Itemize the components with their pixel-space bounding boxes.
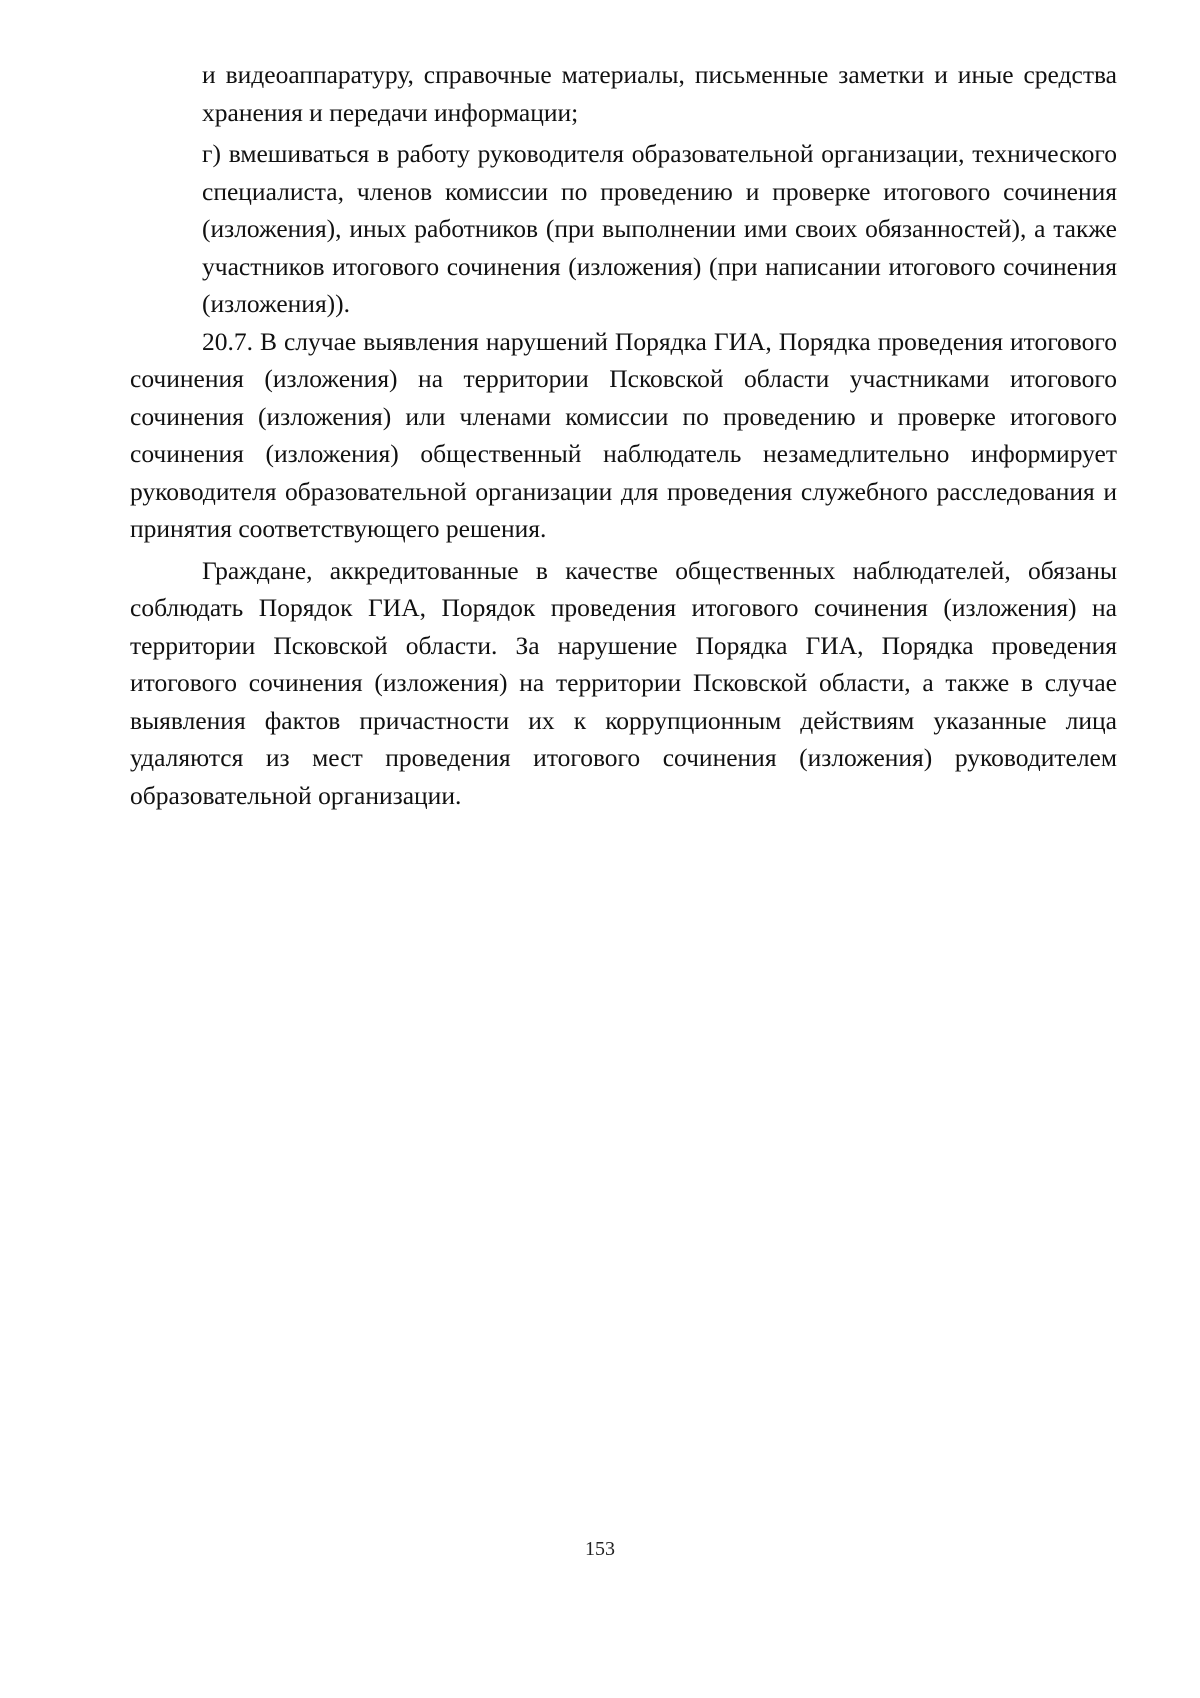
paragraph-continuation: и видеоаппаратуру, справочные материалы, письменные заметки и иные средства хранения и передачи информации; — [202, 60, 1117, 127]
page-number: 153 — [585, 1538, 615, 1560]
paragraph-item-g: г) вмешиваться в работу руководителя образовательной организации, технического специалиста, членов комиссии по проведению и проверке итогового сочинения (изложения), иных работников (при выполнении ими своих обязанностей), а также участников итогового сочинения (изложения) (при написании итогового сочинения (изложения)). — [202, 139, 1117, 318]
body-text — [130, 56, 1117, 814]
paragraph-20-7: 20.7. В случае выявления нарушений Порядка ГИА, Порядка проведения итогового сочинения (изложения) на территории Псковской области участниками итогового сочинения (изложения) или членами комиссии по проведению и проверке итогового сочинения (изложения) общественный наблюдатель незамедлительно информирует руководителя образовательной организации для проведения служебного расследования и принятия соответствующего решения. — [130, 326, 1117, 543]
paragraph-citizens: Граждане, аккредитованные в качестве общественных наблюдателей, обязаны соблюдать Порядок ГИА, Порядок проведения итогового сочинения (изложения) на территории Псковской области. За нарушение Порядка ГИА, Порядка проведения итогового сочинения (изложения) на территории Псковской области, а также в случае выявления фактов причастности их к коррупционным действиям указанные лица удаляются из мест проведения итогового сочинения (изложения) руководителем образовательной организации. — [130, 555, 1117, 810]
